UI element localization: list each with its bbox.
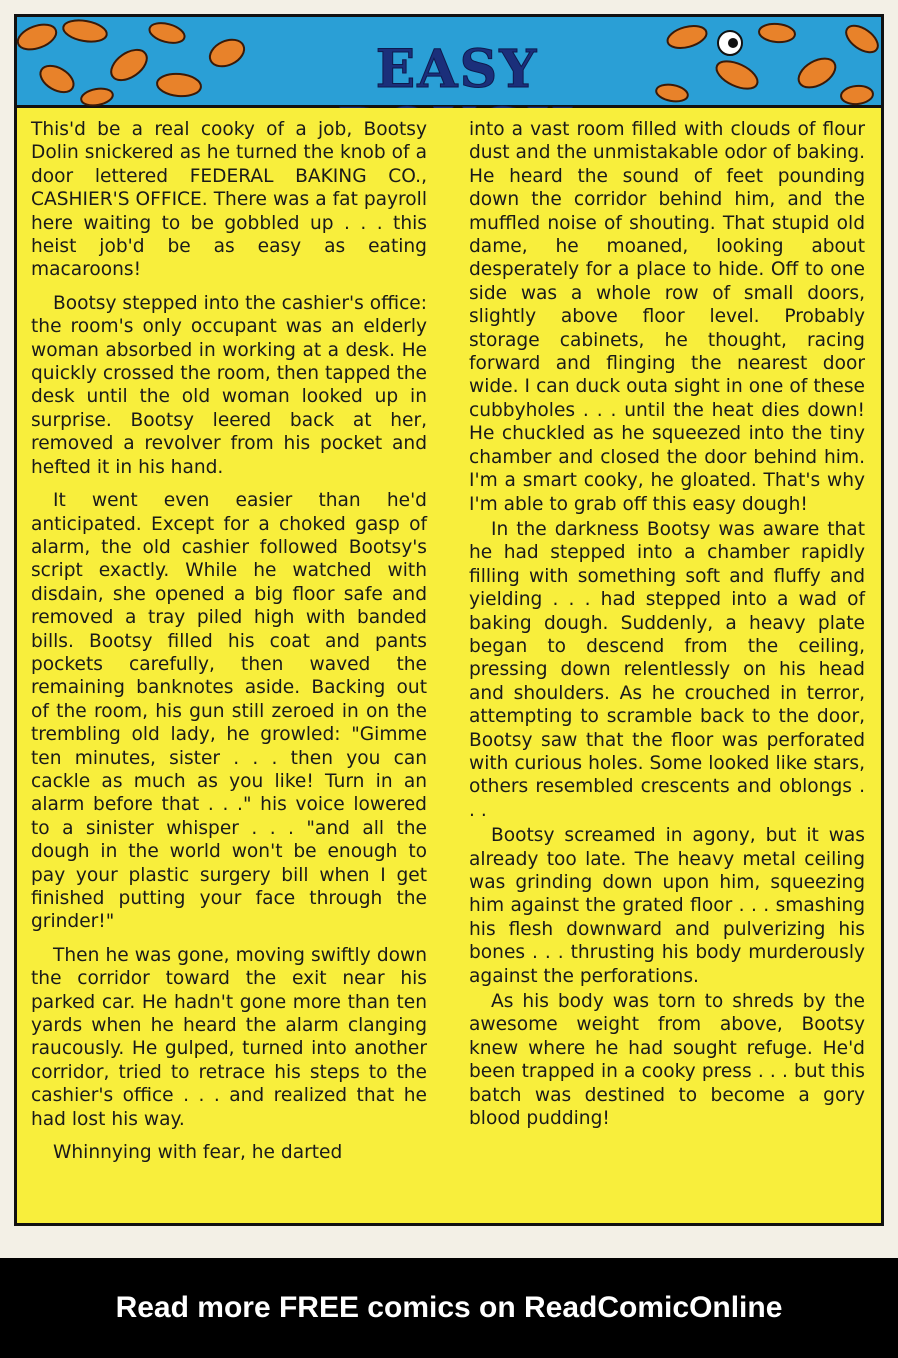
story-title: EASY: [375, 39, 539, 100]
paragraph: into a vast room filled with clouds of flour dust and the unmistakable odor of baking. He heard the sound of feet pounding down the corridor behind him, and the muffled noise of shouting. That stupid old dame, he moaned, looking about desperately for a place to hide. Off to one side was a whole row of small doors, slightly above floor level. Probably storage cabinets, he thought, racing forward and flinging the nearest door wide. I can duck outa sight in one of these cubbyholes . . . until the heat dies down! He chuckled as he squeezed into the tiny chamber and closed the door behind him. I'm a smart cooky, he gloated. That's why I'm able to grab off this easy dough!: [469, 119, 865, 515]
cookie-icon: [842, 20, 883, 57]
paragraph: Whinnying with fear, he darted: [53, 1142, 343, 1164]
cookie-icon: [206, 35, 249, 72]
paragraph: Bootsy screamed in agony, but it was already too late. The heavy metal ceiling was grinding down upon him, squeezing him against the grated floor . . . smashing his flesh downward and pulverizing his bones . . . thrusting his body murderously against the perforations.: [469, 825, 865, 987]
left-column: [31, 118, 427, 1164]
right-column: [469, 118, 865, 1132]
cookie-icon: [106, 44, 153, 87]
cookie-icon: [794, 53, 841, 94]
footer-link[interactable]: Read more FREE comics on ReadComicOnline: [115, 1291, 783, 1324]
paragraph: Then he was gone, moving swiftly down the corridor toward the exit near his parked car. He hadn't gone more than ten yards when he heard the alarm clanging raucously. He gulped, turned into another corridor, tried to retrace his steps to the cashier's office . . . and realized that he had lost his way.: [31, 944, 427, 1130]
paragraph: This'd be a real cooky of a job, Bootsy Dolin snickered as he turned the knob of a door lettered FEDERAL BAKING CO., CASHIER'S OFFICE. There was a fat payroll here waiting to be gobbled up . . . this heist job'd be as easy as eating macaroons!: [31, 119, 427, 281]
story-text-box: [14, 108, 884, 1226]
cookie-icon: [156, 72, 202, 98]
cookie-icon: [655, 82, 689, 103]
paragraph: It went even easier than he'd anticipated. Except for a choked gasp of alarm, the old cashier followed Bootsy's script exactly. While he watched with disdain, she opened a big floor safe and removed a tray piled high with banded bills. Bootsy filled his coat and pants pockets carefully, then waved the remaining banknotes aside. Backing out of the room, his gun still zeroed in on the trembling old lady, he growled: "Gimme ten minutes, sister . . . then you can cackle as much as you like! Turn in an alarm before that . . ." his voice lowered to a sinister whisper . . . "and all the dough in the world won't be enough to pay your plastic surgery bill when I get finished putting your face through the grinder!": [31, 490, 427, 933]
paragraph: As his body was torn to shreds by the awesome weight from above, Bootsy knew where he had sought refuge. He'd been trapped in a cooky press . . . but this batch was destined to become a gory blood pudding!: [469, 991, 865, 1130]
cookie-icon: [80, 86, 114, 107]
cookie-icon: [14, 20, 59, 54]
paragraph: In the darkness Bootsy was aware that he had stepped into a chamber rapidly filling with something soft and fluffy and yielding . . . had stepped into a wad of baking dough. Suddenly, a heavy plate began to descend from the ceiling, pressing down relentlessly on his head and shoulders. As he crouched in terror, attempting to scramble back to the door, Bootsy saw that the floor was perforated with curious holes. Some looked like stars, others resembled crescents and oblongs . . .: [469, 518, 865, 821]
paragraph: Bootsy stepped into the cashier's office: the room's only occupant was an elderly woman absorbed in working at a desk. He quickly crossed the room, then tapped the desk until the old woman looked up in surprise. Bootsy leered back at her, removed a revolver from his pocket and hefted it in his hand.: [31, 292, 427, 478]
cookie-icon: [62, 17, 109, 44]
cookie-icon: [665, 22, 709, 52]
cookie-icon: [36, 60, 78, 97]
cookie-icon: [147, 20, 186, 47]
title-banner: [14, 14, 884, 108]
eyeball-icon: [718, 31, 742, 55]
cookie-icon: [712, 56, 761, 95]
cookie-icon: [758, 22, 795, 43]
cookie-icon: [840, 85, 873, 106]
